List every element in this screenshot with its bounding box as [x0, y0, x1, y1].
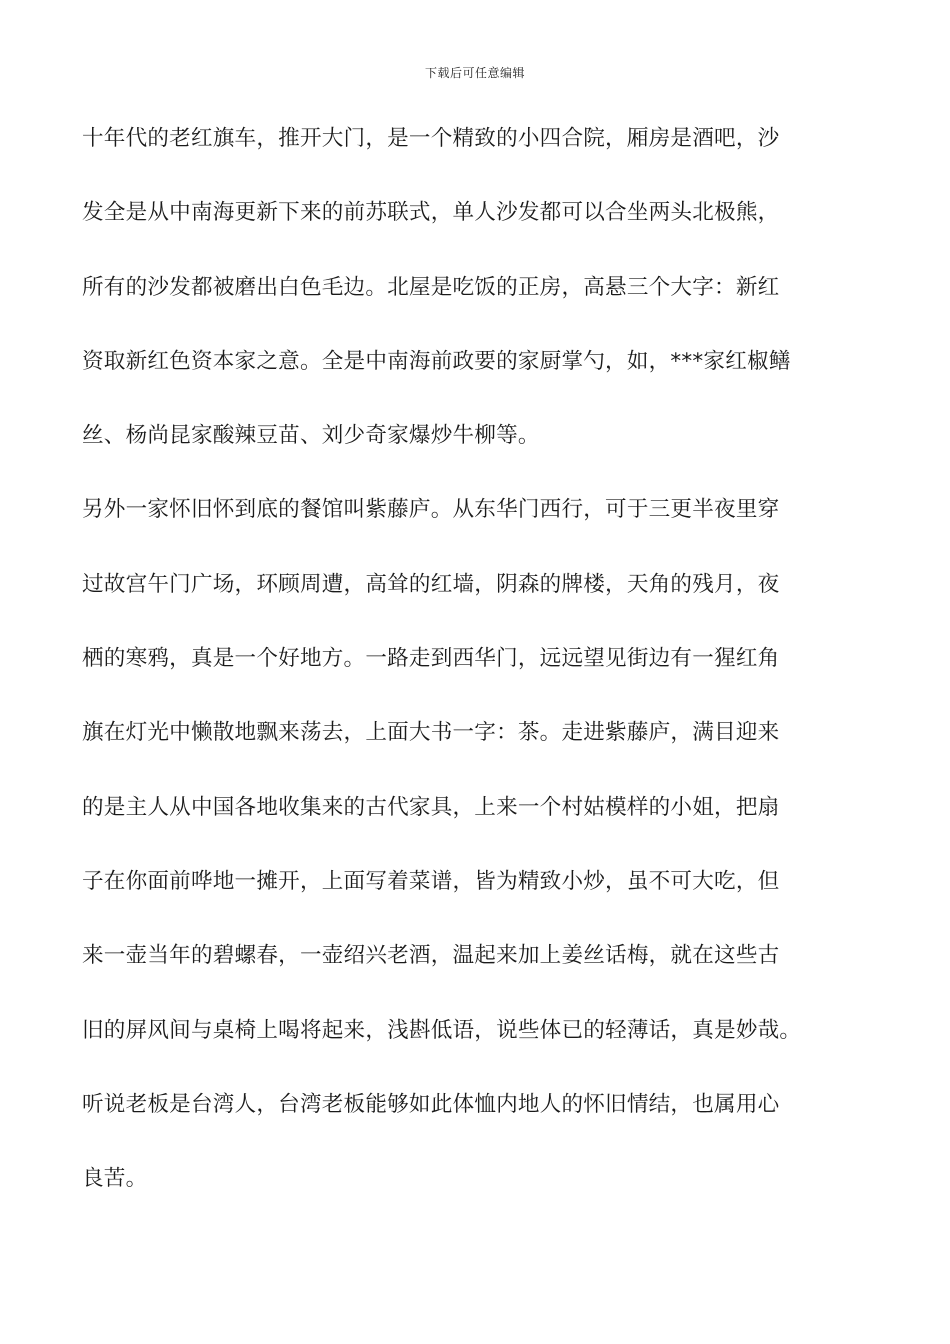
- text-line: 另外一家怀旧怀到底的餐馆叫紫藤庐。从东华门西行，可于三更半夜里穿: [82, 497, 780, 523]
- text-line: 资取新红色资本家之意。全是中南海前政要的家厨掌勺，如，***家红椒鳝: [82, 348, 791, 374]
- text-line: 子在你面前哗地一摊开，上面写着菜谱，皆为精致小炒，虽不可大吃，但: [82, 868, 780, 894]
- text-line: 丝、杨尚昆家酸辣豆苗、刘少奇家爆炒牛柳等。: [82, 423, 540, 449]
- text-line: 发全是从中南海更新下来的前苏联式，单人沙发都可以合坐两头北极熊，: [82, 200, 780, 226]
- text-line: 来一壶当年的碧螺春，一壶绍兴老酒，温起来加上姜丝话梅，就在这些古: [82, 943, 780, 969]
- text-line: 良苦。: [82, 1166, 148, 1192]
- text-line: 栖的寒鸦，真是一个好地方。一路走到西华门，远远望见街边有一猩红角: [82, 646, 780, 672]
- text-line: 过故宫午门广场，环顾周遭，高耸的红墙，阴森的牌楼，天角的残月，夜: [82, 571, 780, 597]
- text-line: 十年代的老红旗车，推开大门，是一个精致的小四合院，厢房是酒吧，沙: [82, 126, 780, 151]
- text-line: 的是主人从中国各地收集来的古代家具，上来一个村姑模样的小姐，把扇: [82, 794, 780, 820]
- text-line: 旧的屏风间与桌椅上喝将起来，浅斟低语，说些体已的轻薄话，真是妙哉。: [82, 1017, 802, 1043]
- document-body: [82, 124, 882, 1238]
- text-line: 旗在灯光中懒散地飘来荡去，上面大书一字：茶。走进紫藤庐，满目迎来: [82, 720, 780, 746]
- page-header: 下载后可任意编辑: [424, 66, 525, 80]
- text-line: 听说老板是台湾人，台湾老板能够如此体恤内地人的怀旧情结，也属用心: [82, 1091, 780, 1117]
- text-line: 所有的沙发都被磨出白色毛边。北屋是吃饭的正房，高悬三个大字：新红: [82, 274, 780, 300]
